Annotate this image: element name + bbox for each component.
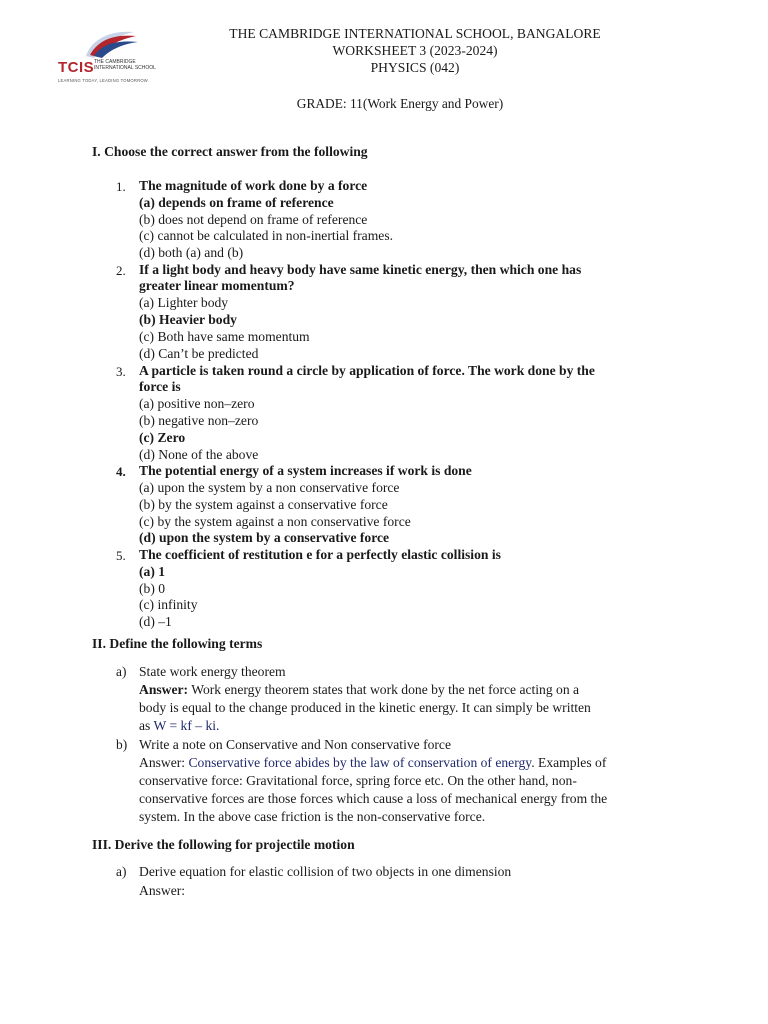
option: (d) –1 [139,614,172,629]
option: (b) does not depend on frame of reference [139,212,368,227]
option: (a) Lighter body [139,295,229,310]
answer-label: Answer: [139,883,186,898]
question-number: 5. [116,548,126,563]
answer-text: Work energy theorem states that work done by the net force acting on a [188,682,580,697]
question-number: 2. [116,263,126,278]
option: (d) None of the above [139,447,259,462]
school-name: THE CAMBRIDGE INTERNATIONAL SCHOOL, BANGALORE [229,26,601,41]
section-3-title: III. Derive the following for projectile motion [92,837,355,852]
item-prompt: State work energy theorem [139,664,286,679]
question-text: The magnitude of work done by a force [139,178,368,193]
subject-title: PHYSICS (042) [370,60,460,75]
answer-label: Answer: [139,755,189,770]
question-number: 3. [116,364,126,379]
option: (d) Can’t be predicted [139,346,259,361]
answer-text: system. In the above case friction is the non-conservative force. [139,809,486,824]
answer-line [139,682,579,698]
item-letter: b) [116,737,128,752]
answer-text: as [139,718,154,733]
option-correct: (d) upon the system by a conservative force [139,530,390,545]
logo-subtitle: THE CAMBRIDGE INTERNATIONAL SCHOOL [94,59,156,71]
logo-tagline: LEARNING TODAY, LEADING TOMORROW [58,78,148,83]
option: (c) cannot be calculated in non-inertial frames. [139,228,394,243]
option-correct: (a) depends on frame of reference [139,195,334,210]
option: (b) 0 [139,581,166,596]
answer-text: conservative force: Gravitational force, spring force etc. On the other hand, non- [139,773,577,788]
item-prompt: Derive equation for elastic collision of two objects in one dimension [139,864,512,879]
answer-text-highlight: Conservative force abides by the law of conservation of energy [188,755,532,770]
option-correct: (a) 1 [139,564,166,579]
option: (b) negative non–zero [139,413,259,428]
section-1-title: I. Choose the correct answer from the following [92,144,368,159]
answer-text: body is equal to the change produced in the kinetic energy. It can simply be written [139,700,591,715]
option: (c) Both have same momentum [139,329,310,344]
answer-label: Answer: [139,682,189,697]
question-text: greater linear momentum? [139,278,295,293]
question-number: 4. [116,464,126,479]
answer-line [139,718,219,734]
question-text: force is [139,379,181,394]
option: (c) by the system against a non conservative force [139,514,411,529]
answer-text: conservative forces are those forces which cause a loss of mechanical energy from the [139,791,608,806]
section-2-title: II. Define the following terms [92,636,263,651]
option-correct: (b) Heavier body [139,312,237,327]
item-prompt: Write a note on Conservative and Non conservative force [139,737,451,752]
question-text: A particle is taken round a circle by application of force. The work done by the [139,363,595,378]
option-correct: (c) Zero [139,430,186,445]
answer-line [139,755,606,771]
option: (a) upon the system by a non conservative force [139,480,400,495]
worksheet-title: WORKSHEET 3 (2023-2024) [332,43,498,58]
question-text: The potential energy of a system increases if work is done [139,463,472,478]
question-text: The coefficient of restitution e for a perfectly elastic collision is [139,547,501,562]
option: (b) by the system against a conservative force [139,497,388,512]
formula-text: W = kf – ki. [153,718,220,733]
item-letter: a) [116,664,127,679]
question-text: If a light body and heavy body have same kinetic energy, then which one has [139,262,582,277]
question-number: 1. [116,179,126,194]
option: (d) both (a) and (b) [139,245,244,260]
option: (c) infinity [139,597,198,612]
answer-text: . Examples of [531,755,607,770]
item-letter: a) [116,864,127,879]
option: (a) positive non–zero [139,396,255,411]
grade-line: GRADE: 11(Work Energy and Power) [296,96,504,111]
logo-wordmark: TCIS [58,59,95,76]
